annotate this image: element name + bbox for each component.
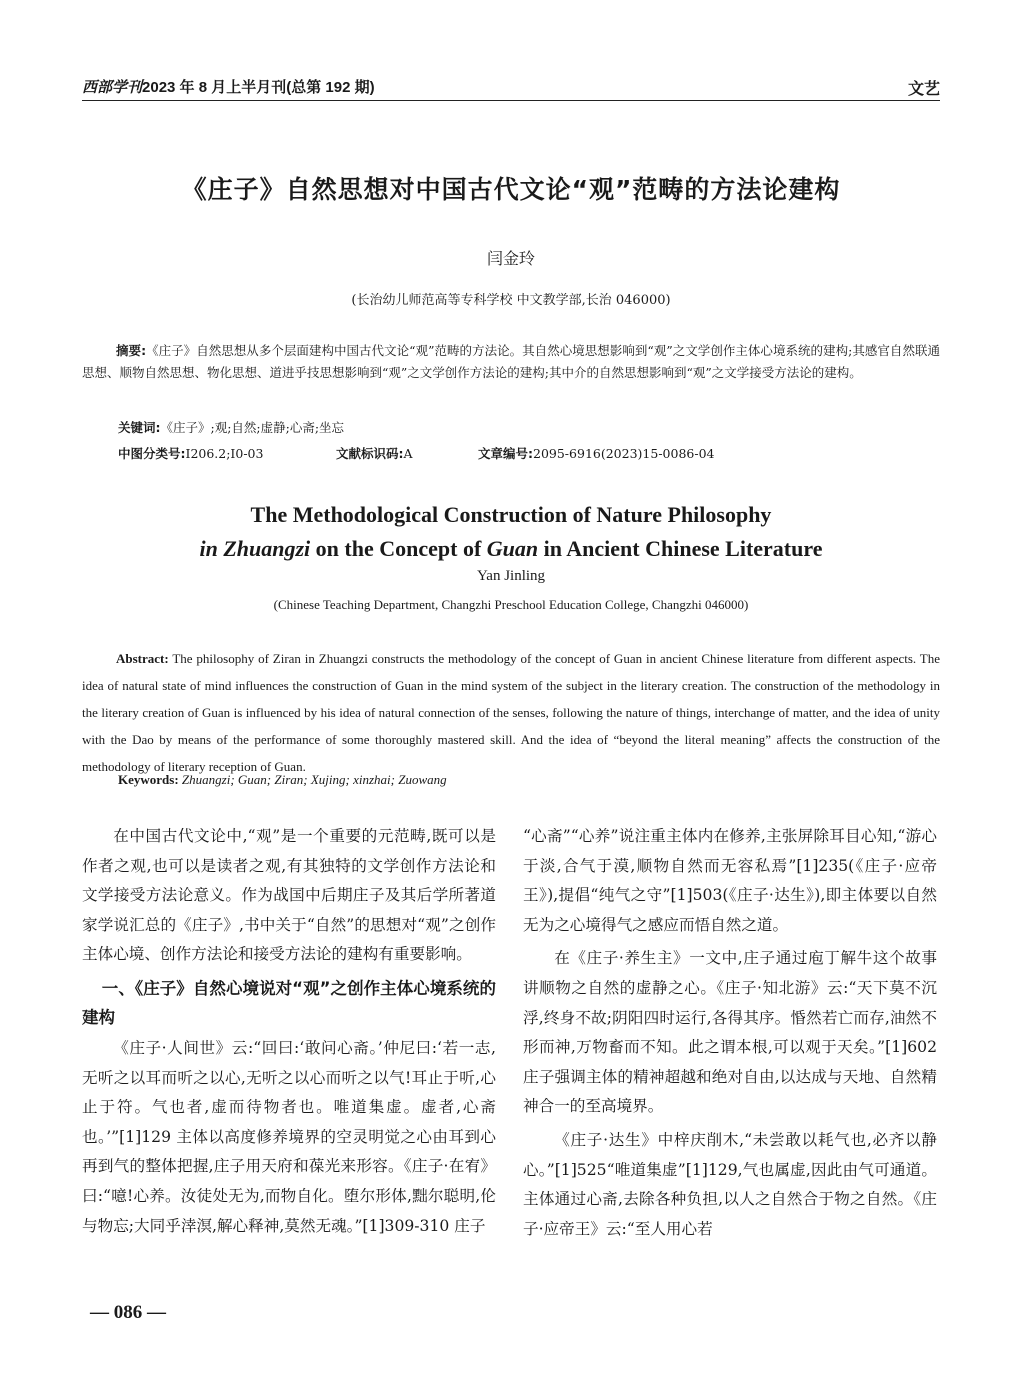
abstract-en-text: The philosophy of Ziran in Zhuangzi constructs the methodology of the concept of Guan in ancient Chinese literature from different aspects. The idea of natural state of mind influences the construction of Guan in the mind system of the subject in the literary creation. The construction of the methodology in the literary creation of Guan is influenced by his idea of natural connection of the senses, following the nature of things, interchange of matter, and the idea of unity with the Dao by means of the performance of some thoroughly mastered skill. And the idea of “beyond the literal meaning” affects the construction of the methodology of literary reception of Guan. (82, 651, 941, 774)
keywords-en (118, 772, 447, 788)
title-en-line2 (82, 532, 940, 566)
abstract-cn (82, 340, 940, 384)
abstract-en (82, 645, 940, 780)
body-column-right (523, 822, 937, 1244)
body-paragraph-2: “心斋”“心养”说注重主体内在修养,主张屏除耳目心知,“游心于淡,合气于漠,顺物自然而无容私焉”[1]235(《庄子·应帝王》),提倡“纯气之守”[1]503(《庄子·达生》),即主体要以自然无为之心境得气之感应而悟自然之道。 (523, 827, 937, 934)
title-en-mid: on the Concept of (310, 536, 487, 561)
clc-label: 中图分类号: (118, 446, 186, 461)
journal-logo: 西部学刊 (82, 78, 143, 96)
author-name-en: Yan Jinling (476, 568, 546, 584)
title-en-end: in Ancient Chinese Literature (538, 536, 823, 561)
header-divider (82, 100, 940, 101)
title-en-guan: Guan (486, 536, 539, 561)
article-title-en (82, 498, 940, 566)
abstract-cn-label: 摘要: (116, 343, 147, 358)
doc-value: A (403, 446, 413, 461)
clc-code (118, 444, 263, 462)
body-paragraph-4: 《庄子·达生》中梓庆削木,“未尝敢以耗气也,必齐以静心。”[1]525“唯道集虚”[1]129,气也属虚,因此由气可通道。主体通过心斋,去除各种负担,以人之自然合于物之自然。《庄子·应帝王》云:“至人用心若 (523, 1130, 937, 1238)
doc-code (336, 444, 413, 462)
page-number: — 086 — (90, 1302, 166, 1323)
abstract-cn-text: 《庄子》自然思想从多个层面建构中国古代文论“观”范畴的方法论。其自然心境思想影响到“观”之文学创作主体心境系统的建构;其感官自然联通思想、顺物自然思想、物化思想、道进乎技思想影响到“观”之文学创作方法论的建构;其中介的自然思想影响到“观”之文学接受方法论的建构。 (82, 343, 940, 380)
body-column-left (82, 822, 496, 1241)
article-title-cn: 《庄子》自然思想对中国古代文论“观”范畴的方法论建构 (181, 175, 841, 204)
affiliation-en: (Chinese Teaching Department, Changzhi Preschool Education College, Changzhi 046000) (273, 597, 749, 612)
author-name-cn: 闫金玲 (486, 249, 535, 268)
running-header (82, 76, 940, 100)
keywords-cn (118, 418, 344, 436)
clc-value: I206.2;I0-03 (185, 446, 264, 461)
section-heading-1: 一、《庄子》自然心境说对“观”之创作主体心境系统的建构 (82, 978, 496, 1027)
title-en-line1: The Methodological Construction of Nature Philosophy (250, 502, 772, 527)
article-number (478, 444, 714, 462)
journal-issue (82, 76, 375, 97)
abstract-en-label: Abstract: (116, 651, 169, 666)
issue-info: 2023 年 8 月上半月刊(总第 192 期) (142, 79, 375, 96)
keywords-cn-text: 《庄子》;观;自然;虚静;心斋;坐忘 (160, 420, 345, 435)
body-paragraph-3: 在《庄子·养生主》一文中,庄子通过庖丁解牛这个故事讲顺物之自然的虚静之心。《庄子·知北游》云:“天下莫不沉浮,终身不故;阴阳四时运行,各得其序。惛然若亡而存,油然不形而神,万物畜而不知。此之谓本根,可以观于天矣。”[1]602 庄子强调主体的精神超越和绝对自由,以达成与天地、自然精神合一的至高境界。 (523, 949, 937, 1116)
keywords-en-text: Zhuangzi; Guan; Ziran; Xujing; xinzhai; Zuowang (181, 772, 447, 787)
section-label: 文艺 (907, 81, 940, 98)
doc-label: 文献标识码: (336, 446, 404, 461)
title-en-zhuangzi: in Zhuangzi (199, 536, 311, 561)
article-value: 2095-6916(2023)15-0086-04 (533, 446, 715, 461)
intro-paragraph: 在中国古代文论中,“观”是一个重要的元范畴,既可以是作者之观,也可以是读者之观,有其独特的文学创作方法论和文学接受方法论意义。作为战国中后期庄子及其后学所著道家学说汇总的《庄子》,书中关于“自然”的思想对“观”之创作主体心境、创作方法论和接受方法论的建构有重要影响。 (82, 827, 496, 964)
affiliation-cn: (长治幼儿师范高等专科学校 中文教学部,长治 046000) (351, 293, 671, 308)
keywords-cn-label: 关键词: (118, 420, 161, 435)
article-label: 文章编号: (478, 446, 533, 461)
body-paragraph-1: 《庄子·人间世》云:“回曰:‘敢问心斋。’仲尼曰:‘若一志,无听之以耳而听之以心,无听之以心而听之以气!耳止于听,心止于符。气也者,虚而待物者也。唯道集虚。虚者,心斋也。’”[1]129 主体以高度修养境界的空灵明觉之心由耳到心再到气的整体把握,庄子用天府和葆光来形容。《庄子·在宥》曰:“噫!心养。汝徒处无为,而物自化。堕尔形体,黜尔聪明,伦与物忘;大同乎涬溟,解心释神,莫然无魂。”[1]309-310 庄子 (82, 1038, 496, 1235)
keywords-en-label: Keywords: (118, 772, 179, 787)
